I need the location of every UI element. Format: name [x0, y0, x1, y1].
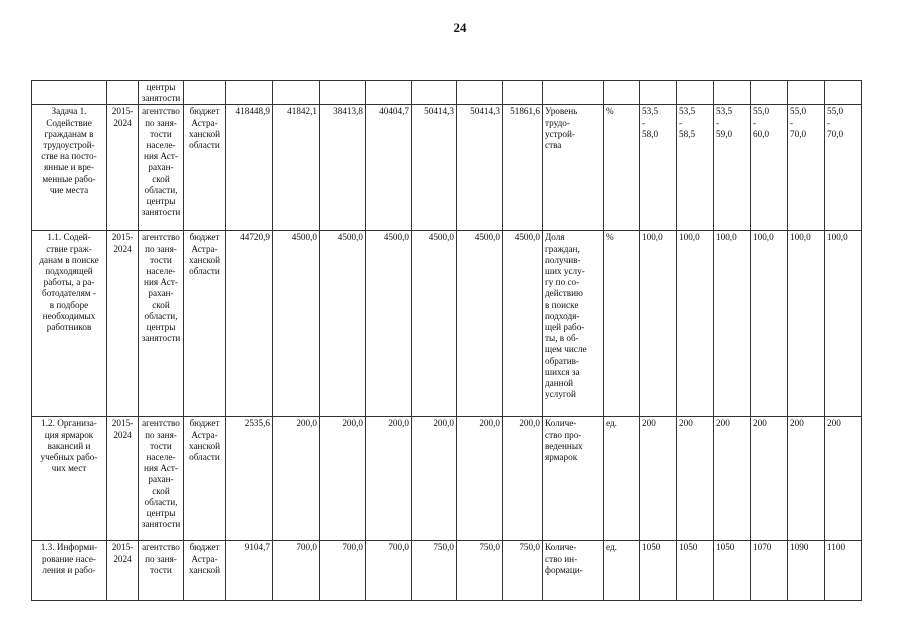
target-value-cell: 55,0 - 70,0	[788, 105, 825, 231]
amount-cell: 4500,0	[273, 231, 320, 417]
amount-cell: 200,0	[273, 417, 320, 541]
target-value-cell	[640, 81, 677, 105]
period-cell	[107, 81, 139, 105]
amount-cell: 4500,0	[503, 231, 543, 417]
amount-cell: 750,0	[503, 541, 543, 601]
indicator-cell: Уровень трудо- устрой- ства	[543, 105, 604, 231]
target-value-cell	[788, 81, 825, 105]
period-cell: 2015- 2024	[107, 541, 139, 601]
amount-cell: 4500,0	[412, 231, 457, 417]
table-row	[32, 105, 862, 231]
amount-cell: 200,0	[503, 417, 543, 541]
amount-cell: 4500,0	[457, 231, 503, 417]
target-value-cell	[714, 81, 751, 105]
amount-cell: 700,0	[366, 541, 412, 601]
amount-cell: 38413,8	[320, 105, 366, 231]
amount-cell: 50414,3	[457, 105, 503, 231]
period-cell: 2015- 2024	[107, 231, 139, 417]
executor-cell: агентство по заня- тости населе- ния Аст- рахан- ской области, центры занятости	[139, 417, 184, 541]
executor-cell: агентство по заня- тости населе- ния Аст- рахан- ской области, центры занятости	[139, 105, 184, 231]
target-value-cell: 1050	[714, 541, 751, 601]
funding-source-cell: бюджет Астра- ханской области	[184, 105, 226, 231]
table-row	[32, 417, 862, 541]
period-cell: 2015- 2024	[107, 417, 139, 541]
amount-cell: 2535,6	[226, 417, 273, 541]
target-value-cell: 200	[825, 417, 862, 541]
executor-cell: центры занятости	[139, 81, 184, 105]
target-value-cell: 1090	[788, 541, 825, 601]
task-cell: Задача 1. Содействие гражданам в трудоустрой- стве на посто- янные и вре- менные рабо- чие места	[32, 105, 107, 231]
unit-cell: ед.	[604, 417, 640, 541]
amount-cell: 4500,0	[320, 231, 366, 417]
amount-cell	[273, 81, 320, 105]
unit-cell: ед.	[604, 541, 640, 601]
indicator-cell: Количе- ство про- веденных ярмарок	[543, 417, 604, 541]
target-value-cell	[825, 81, 862, 105]
target-value-cell: 100,0	[788, 231, 825, 417]
amount-cell	[320, 81, 366, 105]
task-cell: 1.3. Информи- рование насе- ления и рабо-	[32, 541, 107, 601]
target-value-cell: 1100	[825, 541, 862, 601]
task-cell	[32, 81, 107, 105]
amount-cell	[226, 81, 273, 105]
target-value-cell: 1070	[751, 541, 788, 601]
funding-source-cell: бюджет Астра- ханской области	[184, 231, 226, 417]
page-number: 24	[453, 20, 467, 35]
amount-cell: 44720,9	[226, 231, 273, 417]
amount-cell: 51861,6	[503, 105, 543, 231]
unit-cell: %	[604, 105, 640, 231]
amount-cell: 50414,3	[412, 105, 457, 231]
amount-cell: 40404,7	[366, 105, 412, 231]
target-value-cell: 100,0	[640, 231, 677, 417]
target-value-cell: 200	[751, 417, 788, 541]
amount-cell	[457, 81, 503, 105]
target-value-cell: 200	[640, 417, 677, 541]
target-value-cell	[677, 81, 714, 105]
amount-cell: 4500,0	[366, 231, 412, 417]
target-value-cell: 200	[788, 417, 825, 541]
table-row	[32, 231, 862, 417]
task-cell: 1.2. Организа- ция ярмарок вакансий и учебных рабо- чих мест	[32, 417, 107, 541]
funding-source-cell: бюджет Астра- ханской области	[184, 417, 226, 541]
amount-cell: 9104,7	[226, 541, 273, 601]
target-value-cell	[751, 81, 788, 105]
funding-source-cell: бюджет Астра- ханской	[184, 541, 226, 601]
target-value-cell: 100,0	[825, 231, 862, 417]
amount-cell: 418448,9	[226, 105, 273, 231]
amount-cell: 750,0	[412, 541, 457, 601]
unit-cell: %	[604, 231, 640, 417]
indicator-cell	[543, 81, 604, 105]
amount-cell: 200,0	[412, 417, 457, 541]
target-value-cell: 100,0	[751, 231, 788, 417]
amount-cell: 200,0	[320, 417, 366, 541]
target-value-cell: 53,5 - 58,0	[640, 105, 677, 231]
target-value-cell: 1050	[640, 541, 677, 601]
task-cell: 1.1. Содей- ствие граж- данам в поиске подходящей работы, а ра- ботодателям - в подборе необходимых работников	[32, 231, 107, 417]
indicator-cell: Доля граждан, получив- ших услу- гу по со- действию в поиске подходя- щей рабо- ты, в об- щем числе обратив- шихся за данной услугой	[543, 231, 604, 417]
target-value-cell: 55,0 - 70,0	[825, 105, 862, 231]
funding-source-cell	[184, 81, 226, 105]
table-row	[32, 81, 862, 105]
amount-cell: 200,0	[457, 417, 503, 541]
amount-cell: 700,0	[273, 541, 320, 601]
period-cell: 2015- 2024	[107, 105, 139, 231]
target-value-cell: 1050	[677, 541, 714, 601]
table-row	[32, 541, 862, 601]
indicator-cell: Количе- ство ин- формаци-	[543, 541, 604, 601]
target-value-cell: 100,0	[714, 231, 751, 417]
amount-cell	[412, 81, 457, 105]
amount-cell: 200,0	[366, 417, 412, 541]
program-measures-table	[31, 80, 862, 601]
executor-cell: агентство по заня- тости населе- ния Аст- рахан- ской области, центры занятости	[139, 231, 184, 417]
amount-cell: 750,0	[457, 541, 503, 601]
target-value-cell: 53,5 - 58,5	[677, 105, 714, 231]
target-value-cell: 100,0	[677, 231, 714, 417]
executor-cell: агентство по заня- тости	[139, 541, 184, 601]
unit-cell	[604, 81, 640, 105]
amount-cell: 700,0	[320, 541, 366, 601]
target-value-cell: 200	[714, 417, 751, 541]
target-value-cell: 200	[677, 417, 714, 541]
amount-cell: 41842,1	[273, 105, 320, 231]
target-value-cell: 55,0 - 60,0	[751, 105, 788, 231]
amount-cell	[366, 81, 412, 105]
amount-cell	[503, 81, 543, 105]
target-value-cell: 53,5 - 59,0	[714, 105, 751, 231]
